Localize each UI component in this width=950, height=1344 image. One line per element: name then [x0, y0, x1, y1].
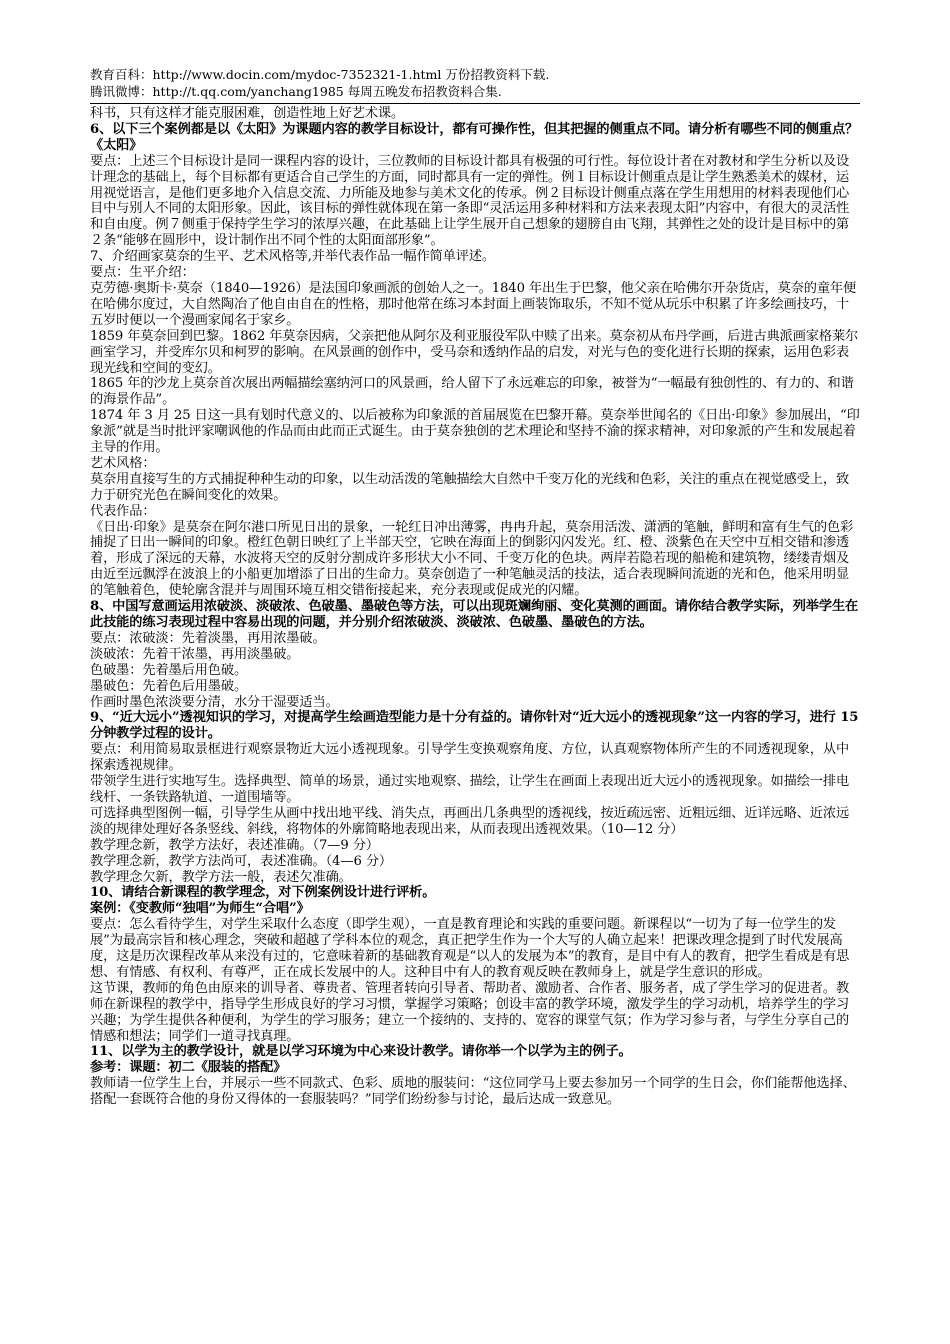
header-line-docin: 教育百科：http://www.docin.com/mydoc-7352321-1.html 万份招教资料下载.: [90, 67, 550, 82]
paragraph: 可选择典型图例一幅，引导学生从画中找出地平线、消失点，再画出几条典型的透视线，按近疏远密、近粗远细、近详远略、近浓远淡的规律处理好各条竖线、斜线，将物体的外廓简略地表现出来，从而表现出透视效果。（10—12 分）: [90, 805, 850, 837]
paragraph: 教学理念新，教学方法好，表述准确。（7—9 分）: [90, 837, 379, 853]
question-heading: 9、“近大远小”透视知识的学习，对提高学生绘画造型能力是十分有益的。请你针对“近大远小的透视现象”这一内容的学习，进行 15 分钟教学过程的设计。: [90, 710, 859, 742]
paragraph: 要点：上述三个目标设计是同一课程内容的设计，三位教师的目标设计都具有极强的可行性。每位设计者在对教材和学生分析以及设计理念的基础上，每个目标都有更适合自己学生的方面，同时都具有一定的弹性。例１目标设计侧重点是让学生熟悉美术的媒材，运用视觉语言，是他们更多地介入信息交流、力所能及地参与美术文化的传承。例２目标设计侧重点落在学生用想用的材料表现他们心目中与别人不同的太阳形象。因此，该目标的弹性就体现在第一条即“灵活运用多种材料和方法来表现太阳”内容中，有很大的灵活性和自由度。例７侧重于保持学生学习的浓厚兴趣，在此基础上让学生展开自己想象的翅膀自由飞翔，其弹性之处的设计是目标中的第２条“能够在圆形中，设计制作出不同个性的太阳面部形象”。: [90, 153, 850, 249]
paragraph: 7、介绍画家莫奈的生平、艺术风格等,并举代表作品一幅作简单评述。: [90, 249, 496, 265]
question-heading: 11、以学为主的教学设计，就是以学习环境为中心来设计教学。请你举一个以学为主的例子。: [90, 1044, 632, 1060]
paragraph: 科书，只有这样才能克服困难，创造性地上好艺术课。: [90, 106, 405, 121]
paragraph: 克劳德·奥斯卡·莫奈（1840—1926）是法国印象画派的创始人之一。1840 年出生于巴黎，他父亲在哈佛尔开杂货店，莫奈的童年便在哈佛尔度过，大自然陶冶了他自由自在的性格，那时他常在练习本封面上画装饰取乐，不知不觉从玩乐中积累了许多绘画技巧，十五岁时便以一个漫画家闻名于家乡。: [90, 280, 857, 328]
paragraph: 教学理念欠新，教学方法一般，表述欠准确。: [90, 869, 352, 885]
paragraph: 教学理念新，教学方法尚可，表述准确。（4—6 分）: [90, 853, 392, 869]
paragraph: 代表作品：: [90, 503, 156, 519]
paragraph: 要点：浓破淡：先着淡墨，再用浓墨破。: [90, 630, 326, 646]
paragraph: 要点：生平介绍：: [90, 265, 195, 281]
paragraph: 1865 年的沙龙上莫奈首次展出两幅描绘塞纳河口的风景画，给人留下了永远难忘的印象，被誉为“一幅最有独创性的、有力的、和谐的海景作品”。: [90, 376, 854, 408]
paragraph: 教师请一位学生上台，并展示一些不同款式、色彩、质地的服装问：“这位同学马上要去参加另一个同学的生日会，你们能帮他选择、搭配一套既符合他的身份又得体的一套服装吗？”同学们纷纷参与讨论，最后达成一致意见。: [90, 1076, 856, 1108]
header-divider: [90, 103, 860, 104]
document-page: [90, 66, 860, 1108]
paragraph: 莫奈用直接写生的方式捕捉种种生动的印象，以生动活泼的笔触描绘大自然中千变万化的光线和色彩，关注的重点在视觉感受上，致力于研究光色在瞬间变化的效果。: [90, 471, 850, 503]
paragraph: 这节课，教师的角色由原来的训导者、尊贵者、管理者转向引导者、帮助者、激励者、合作者、服务者，成了学生学习的促进者。教师在新课程的教学中，指导学生形成良好的学习习惯，掌握学习策略；创设丰富的教学环境，激发学生的学习动机，培养学生的学习兴趣；为学生提供各种便利，为学生的学习服务；建立一个接纳的、支持的、宽容的课堂气氛；作为学习参与者，与学生分享自己的情感和想法；同学们一道寻找真理。: [90, 980, 850, 1044]
paragraph: 墨破色：先着色后用墨破。: [90, 678, 248, 694]
paragraph: 淡破浓：先着干浓墨，再用淡墨破。: [90, 646, 300, 662]
question-heading: 案例：《变教师“独唱”为师生“合唱”》: [90, 901, 310, 917]
paragraph: 要点：怎么看待学生，对学生采取什么态度（即学生观），一直是教育理论和实践的重要问题。新课程以“一切为了每一位学生的发展”为最高宗旨和核心理念，突破和超越了学科本位的观念，真正把学生作为一个大写的人确立起来！把课改理念提到了时代发展高度，这是历次课程改革从来没有过的，它意味着新的基础教育观是“以人的发展为本”的教育，是目中有人的教育，把学生看成是有思想、有情感、有权利、有尊严，正在成长发展中的人。这种目中有人的教育观反映在教师身上，就是学生意识的形成。: [90, 917, 850, 980]
paragraph: 作画时墨色浓淡要分清，水分干湿要适当。: [90, 694, 339, 710]
paragraph: 1874 年 3 月 25 日这一具有划时代意义的、以后被称为印象派的首届展览在巴黎开幕。莫奈举世闻名的《日出·印象》参加展出，“印象派”就是当时批评家嘲讽他的作品而由此而正式诞生。由于莫奈独创的艺术理论和坚持不渝的探求精神，对印象派的产生和发展起着主导的作用。: [90, 408, 860, 456]
paragraph: 1859 年莫奈回到巴黎。1862 年莫奈因病，父亲把他从阿尔及利亚服役军队中赎了出来。莫奈初从布丹学画，后进古典派画家格莱尔画室学习，并受库尔贝和柯罗的影响。在风景画的创作中，受马奈和透纳作品的启发，对光与色的变化进行长期的探索，运用色彩表现光线和空间的变幻。: [90, 328, 859, 376]
question-heading: 8、中国写意画运用浓破淡、淡破浓、色破墨、墨破色等方法，可以出现斑斓绚丽、变化莫测的画面。请你结合教学实际，列举学生在此技能的练习表现过程中容易出现的问题，并分别介绍浓破淡、淡破浓、色破墨、墨破色的方法。: [90, 599, 859, 630]
paragraph: 色破墨：先着墨后用色破。: [90, 662, 248, 678]
paragraph: 带领学生进行实地写生。选择典型、简单的场景，通过实地观察、描绘，让学生在画面上表现出近大远小的透视现象。如描绘一排电线杆、一条铁路轨道、一道围墙等。: [90, 774, 850, 805]
question-heading: 参考：课题：初二《服装的搭配》: [90, 1060, 287, 1076]
page-header: [90, 66, 860, 100]
header-line-weibo: 腾讯微博：http://t.qq.com/yanchang1985 每周五晚发布招教资料合集.: [90, 84, 502, 99]
question-heading: 《太阳》: [90, 137, 143, 153]
document-body: [90, 106, 860, 1108]
question-heading: 6、以下三个案例都是以《太阳》为课题内容的教学目标设计，都有可操作性，但其把握的侧重点不同。请分析有哪些不同的侧重点？: [90, 121, 859, 137]
paragraph: 要点：利用简易取景框进行观察景物近大远小透视现象。引导学生变换观察角度、方位，认真观察物体所产生的不同透视现象，从中探索透视规律。: [90, 742, 850, 774]
question-heading: 10、请结合新课程的教学理念，对下例案例设计进行评析。: [90, 885, 436, 901]
paragraph: 《日出·印象》是莫奈在阿尔港口所见日出的景象，一轮红日冲出薄雾，冉冉升起，莫奈用活泼、潇洒的笔触，鲜明和富有生气的色彩捕捉了日出一瞬间的印象。橙红色朝日映红了上半部天空，它映在海面上的倒影闪闪发光。红、橙、淡紫色在天空中互相交错和渗透着，形成了深远的天幕，水波将天空的反射分割成许多形状大小不同、千变万化的色块。两岸若隐若现的船桅和建筑物，缕缕青烟及由近至远飘浮在波浪上的小船更加增添了日出的生命力。莫奈创造了一种笔触灵活的技法，适合表现瞬间流逝的光和色，他采用明显的笔触着色，使轮廓含混并与周围环境互相交错衔接起来，充分表现或促成光的闪耀。: [90, 519, 854, 599]
paragraph: 艺术风格：: [90, 455, 156, 471]
